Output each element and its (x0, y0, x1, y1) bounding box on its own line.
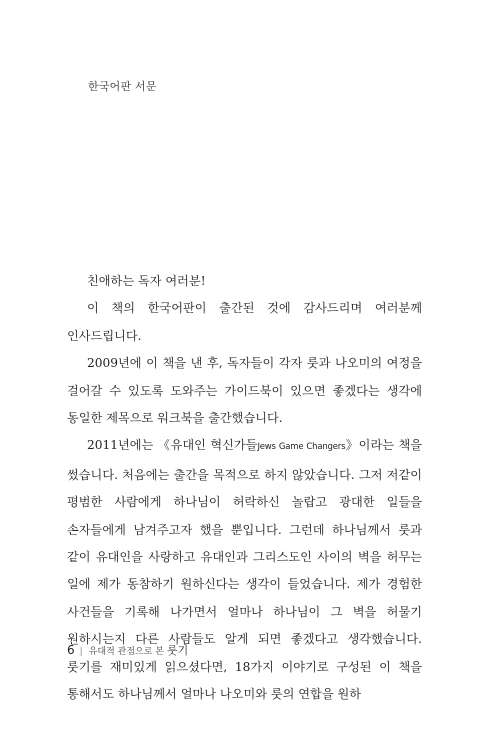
paragraph-greeting: 친애하는 독자 여러분! (87, 274, 206, 288)
section-title: 한국어판 서문 (88, 80, 157, 93)
paragraph-game-changers (67, 432, 422, 708)
running-title-prefix: 유대적 관점으로 본 (88, 647, 164, 657)
paragraph-workbook: 2009년에 이 책을 낸 후, 독자들이 각자 룻과 나오미의 여정을 걸어갈 수 있도록 도와주는 가이드북이 있으면 좋겠다는 생각에 동일한 제목으로 워크북을 출간했습니다. (67, 356, 422, 426)
paragraph-thanks: 이 책의 한국어판이 출간된 것에 감사드리며 여러분께 인사드립니다. (67, 301, 422, 343)
running-title-emphasis: 룻기 (166, 644, 189, 657)
paragraph-game-changers-rest: 》이라는 책을 썼습니다. 처음에는 출간을 목적으로 하지 않았습니다. 그저 저같이 평범한 사람에게 하나님이 허락하신 놀랍고 광대한 일들을 손자들에게 남겨주고자 했을 뿐입니다. 그런데 하나님께서 룻과 같이 유대인을 사랑하고 유대인과 그리스도인 사이의 벽을 허무는 일에 제가 동참하기 원하신다는 생각이 들었습니다. 제가 경험한 사건들을 기록해 나가면서 얼마나 하나님이 그 벽을 허물기 원하시는지 다른 사람들도 알게 되면 좋겠다고 생각했습니다. 룻기를 재미있게 읽으셨다면, 18가지 이야기로 구성된 이 책을 통해서도 하나님께서 얼마나 나오미와 룻의 연합을 원하 (67, 438, 422, 702)
page-footer (67, 642, 188, 658)
page-number: 6 (67, 643, 75, 657)
paragraph-game-changers-lead: 2011년에는 《유대인 혁신가들 (87, 438, 258, 453)
footer-separator: | (79, 647, 83, 657)
english-book-title: Jews Game Changers (257, 442, 346, 453)
